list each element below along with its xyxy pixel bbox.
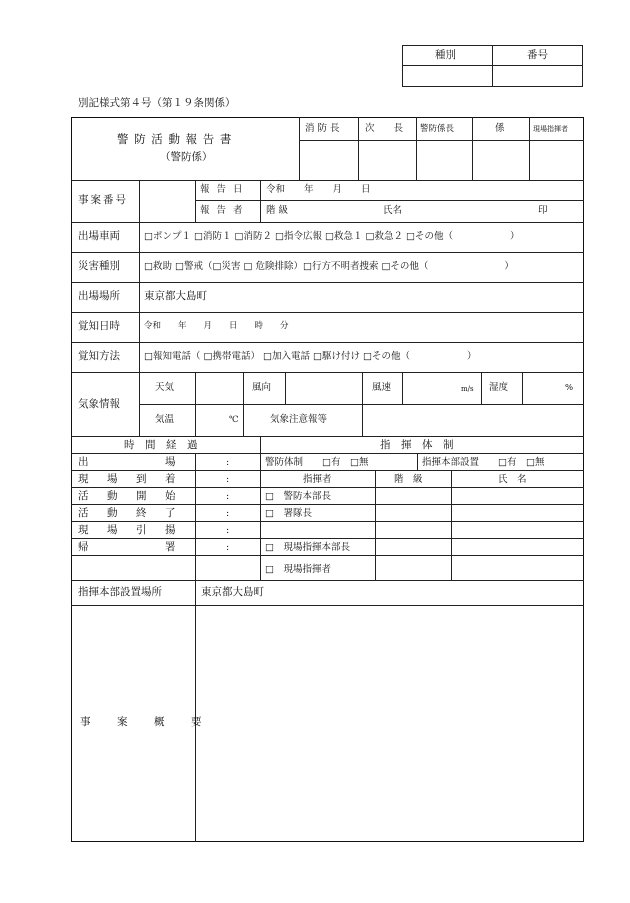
report-subtitle: （警防係）: [160, 151, 213, 163]
temperature-unit: ℃: [229, 415, 239, 425]
wind-speed-unit: m/s: [461, 385, 474, 393]
temperature-label: 気温: [155, 414, 175, 425]
timeline-row-withdraw: 現 場 引 揚: [78, 524, 180, 536]
type-label: 種別: [435, 49, 456, 61]
timeline-row-return: 帰 署: [78, 541, 180, 553]
time-sep: :: [226, 508, 230, 519]
seal-label: 印: [538, 205, 548, 216]
vehicles-value: □ポンプ１ □消防１ □消防２ □指令広報 □救急１ □救急２ □その他（ ）: [144, 231, 520, 242]
timeline-header: 時 間 経 過: [124, 439, 198, 451]
disaster-type-value: □救助 □警戒（□災害 □ 危険排除）□行方不明者捜索 □その他（ ）: [144, 261, 514, 272]
commander-item: □ 現場指揮者: [265, 564, 331, 575]
timeline-row-start: 活 動 開 始: [78, 490, 180, 502]
timeline-row-arrival: 現 場 到 着: [78, 473, 180, 485]
time-sep: :: [226, 457, 230, 468]
number-label: 番号: [527, 49, 548, 61]
command-header: 指 揮 体 制: [380, 439, 454, 451]
disaster-type-label: 災害種別: [78, 260, 120, 272]
commander-item: □ 署隊長: [265, 508, 312, 519]
col-name: 氏 名: [498, 474, 527, 485]
commander-item: □ 現場指揮本部長: [265, 542, 350, 553]
location-value: 東京都大島町: [144, 290, 207, 302]
time-sep: :: [226, 491, 230, 502]
report-title: 警 防 活 動 報 告 書: [117, 132, 233, 146]
case-number-label: 事案番号: [78, 194, 128, 206]
wind-speed-label: 風速: [372, 382, 392, 393]
time-sep: :: [226, 474, 230, 485]
timeline-row-end: 活 動 終 了: [78, 507, 180, 519]
rank-label: 階 級: [266, 205, 289, 216]
approver-staff: 係: [495, 123, 505, 134]
humidity-label: 湿度: [489, 382, 509, 393]
time-sep: :: [226, 542, 230, 553]
vehicles-label: 出場車両: [78, 230, 120, 242]
reporter-label: 報 告 者: [200, 205, 245, 216]
name-label: 氏名: [383, 205, 403, 216]
aware-datetime-value: 令和 年 月 日 時 分: [144, 321, 289, 331]
hq-location-value: 東京都大島町: [201, 586, 264, 598]
col-rank: 階 級: [394, 474, 423, 485]
time-sep: :: [226, 525, 230, 536]
case-summary-label: 事 案 概 要: [80, 716, 210, 728]
report-date-label: 報 告 日: [200, 184, 245, 195]
col-commander: 指揮者: [303, 474, 332, 485]
form-reference: 別記様式第４号（第１９条関係）: [78, 97, 236, 109]
humidity-unit: %: [565, 383, 574, 393]
aware-datetime-label: 覚知日時: [78, 320, 120, 332]
timeline-row-dispatch: 出 場: [78, 456, 180, 468]
approver-deputy: 次 長: [365, 123, 404, 134]
location-label: 出場場所: [78, 290, 120, 302]
hq-setup: 指揮本部設置 □有 □無: [422, 457, 545, 468]
approver-section-chief: 警防係長: [420, 124, 455, 134]
aware-method-label: 覚知方法: [78, 350, 120, 362]
approver-site-commander: 現場指揮者: [533, 125, 568, 133]
report-date-value: 令和 年 月 日: [266, 184, 371, 195]
commander-item: □ 警防本部長: [265, 491, 331, 502]
advisory-label: 気象注意報等: [270, 414, 328, 425]
approver-fire-chief: 消 防 長: [305, 123, 340, 134]
defense-system: 警防体制 □有 □無: [265, 457, 369, 468]
hq-location-label: 指揮本部設置場所: [78, 586, 162, 598]
weather-label: 気象情報: [78, 398, 120, 410]
aware-method-value: □報知電話（ □携帯電話） □加入電話 □駆け付け □その他（ ）: [144, 351, 477, 362]
wind-direction-label: 風向: [252, 382, 272, 393]
weather-field-label: 天気: [155, 382, 175, 393]
